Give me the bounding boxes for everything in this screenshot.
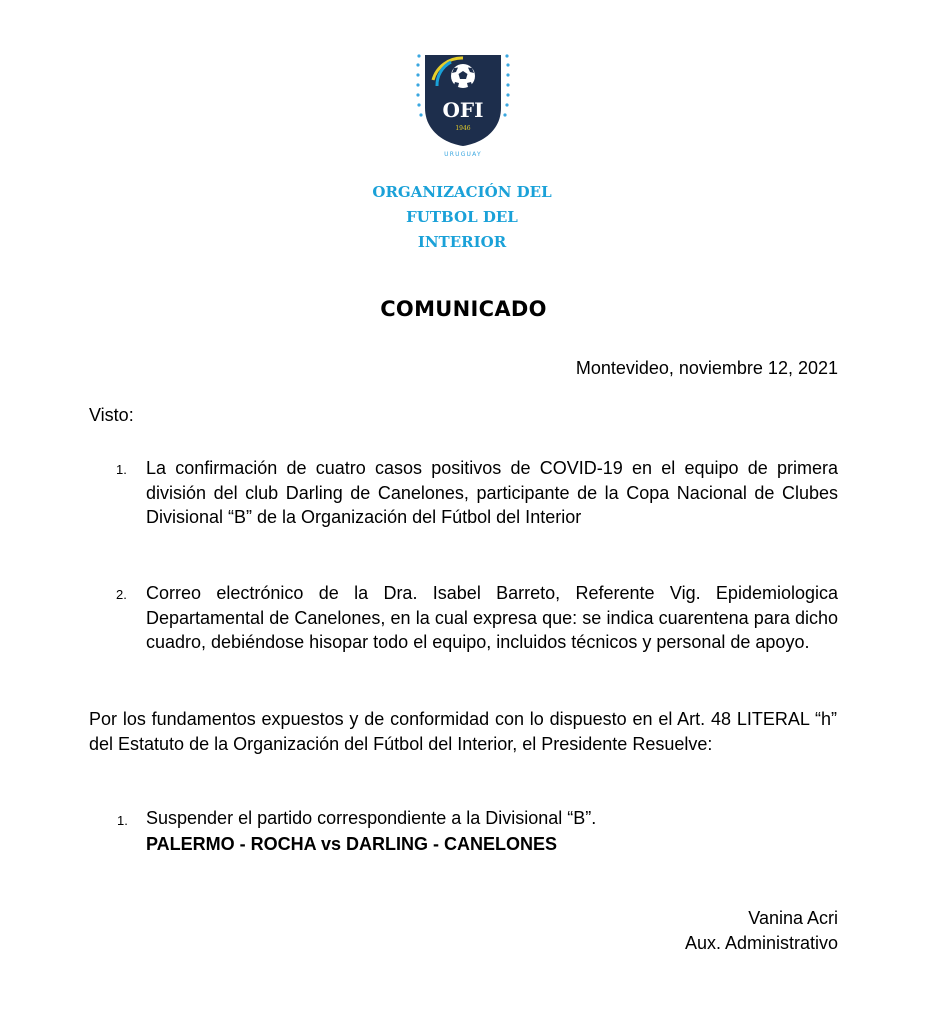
organization-name-line-1: ORGANIZACIÓN DEL <box>372 183 552 201</box>
resolution-text: Suspender el partido correspondiente a la Divisional “B”. <box>146 808 597 828</box>
organization-name-line-2: FUTBOL DEL <box>406 208 518 226</box>
document-date: Montevideo, noviembre 12, 2021 <box>575 358 838 378</box>
svg-text:1946: 1946 <box>455 125 471 132</box>
list-number: 1. <box>116 462 127 477</box>
visto-label: Visto: <box>89 405 134 425</box>
visto-item-text: Correo electrónico de la Dra. Isabel Barreto, Referente Vig. Epidemiologica Departamental de Canelones, en la cual expresa que: se indica cuarentena para dicho cuadro, debiéndose hisopar todo el equipo, incluidos técnicos y personal de apoyo. <box>146 583 838 653</box>
organization-name <box>362 180 562 255</box>
signature-block <box>685 906 838 955</box>
match-name: PALERMO - ROCHA vs DARLING - CANELONES <box>146 834 558 854</box>
visto-item-1 <box>116 456 838 530</box>
organization-name-line-3: INTERIOR <box>417 233 507 251</box>
visto-item-text: La confirmación de cuatro casos positivos de COVID-19 en el equipo de primera división del club Darling de Canelones, participante de la Copa Nacional de Clubes Divisional “B” de la Organización del Fútbol del Interior <box>146 458 838 528</box>
signature-name: Vanina Acri <box>748 908 838 928</box>
list-number: 2. <box>116 587 127 602</box>
ofi-logo-text <box>443 98 484 122</box>
svg-text:URUGUAY: URUGUAY <box>444 151 482 158</box>
resolution-item <box>117 805 597 857</box>
fundamentos-paragraph: Por los fundamentos expuestos y de conformidad con lo dispuesto en el Art. 48 LITERAL “h” del Estatuto de la Organización del Fútbol del Interior, el Presidente Resuelve: <box>89 709 837 754</box>
signature-role: Aux. Administrativo <box>684 932 838 953</box>
list-number: 1. <box>117 813 128 828</box>
visto-item-2 <box>116 581 838 655</box>
ofi-logo <box>413 50 513 160</box>
ofi-shield-logo-icon <box>413 50 513 160</box>
svg-text:OFI: OFI <box>442 98 484 122</box>
document-title: COMUNICADO <box>380 297 547 321</box>
